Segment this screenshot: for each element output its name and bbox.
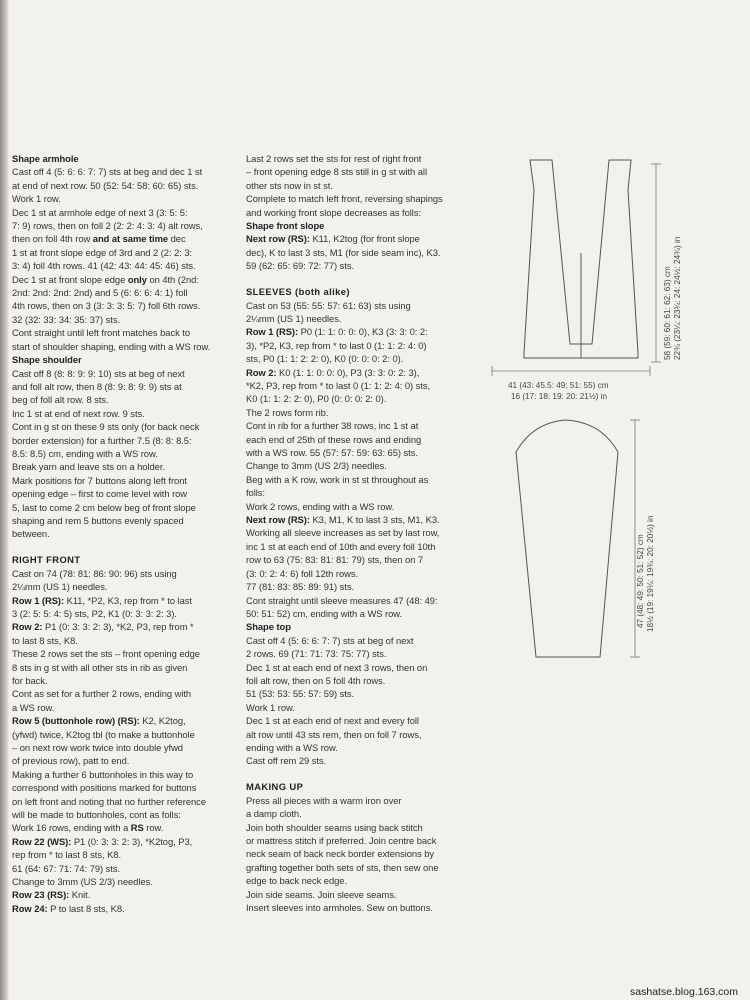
sleeve-outline (516, 420, 618, 657)
sleeve-next-row: Next row (RS): K3, M1, K to last 3 sts, M1, K3. Working all sleeve increases as set by last row, inc 1 st at each end of 10th and every foll 10th row to 63 (75: 83: 81: 81: 79) sts, then on 7 (3: 0: 2: 4: 6) foll 12th rows. 77 (81: 83: 85: 89: 91) sts. Cont straight until sleeve measures 47 (48: 49: 50: 51: 52) cm, ending with a WS row. (246, 514, 440, 619)
vest-width-cm: 41 (43: 45.5: 49: 51: 55) cm (508, 381, 609, 390)
shape-top-heading: Shape top (246, 621, 291, 633)
row-1-instruction: Row 1 (RS): K11, *P2, K3, rep from * to last 3 (2: 5: 5: 4: 5) sts, P2, K1 (0: 3: 3: 2: 3). (12, 594, 192, 619)
row-5-instruction: Row 5 (buttonhole row) (RS): K2, K2tog, (yfwd) twice, K2tog tbl (to make a buttonhole – on next row work twice into double yfwd of previous row), patt to end. Making a further 6 buttonholes in this way to correspond with positions marked for buttons on left front and noting that no further reference will be made to buttonholes, cont as folls: Work 16 rows, ending with a RS row. (12, 715, 206, 834)
shape-front-slope-heading: Shape front slope (246, 220, 325, 232)
vest-schematic-diagram (488, 148, 688, 408)
vest-height-in: 22¾ (23¼: 23¾: 24: 24½: 24¾) in (673, 236, 682, 360)
right-front-cast-on: Cast on 74 (78: 81: 86: 90: 96) sts using 2¼mm (US 1) needles. (12, 567, 177, 593)
book-spine-shadow (0, 0, 9, 1000)
left-column (12, 152, 242, 915)
sleeve-schematic-diagram (500, 410, 680, 670)
sleeves-cast-on: Cast on 53 (55: 55: 57: 61: 63) sts using 2¼mm (US 1) needles. (246, 299, 411, 324)
row-2-instruction: Row 2: P1 (0: 3: 3: 2: 3), *K2, P3, rep from * to last 8 sts, K8. (12, 621, 194, 646)
shape-shoulder-heading: Shape shoulder (12, 354, 82, 366)
making-up-heading: MAKING UP (246, 781, 304, 793)
sleeve-row-1: Row 1 (RS): P0 (1: 1: 0: 0: 0), K3 (3: 3: 0: 2: 3), *P2, K3, rep from * to last 0 (1: 1: 2: 4: 0) sts, P0 (1: 1: 2: 2: 0), K0 (0: 0: 0: 2: 0). (246, 326, 428, 365)
row-22-instruction: Row 22 (WS): P1 (0: 3: 3: 2: 3), *K2tog, P3, rep from * to last 8 sts, K8. 61 (64: 67: 71: 74: 79) sts. Change to 3mm (US 2/3) needles. (12, 835, 193, 888)
row-24-instruction: Row 24: P to last 8 sts, K8. (12, 902, 125, 914)
rows-set-text: These 2 rows set the sts – front opening edge 8 sts in g st with all other sts in rib as given for back. Cont as set for a further 2 rows, ending with a WS row. (12, 648, 200, 713)
vest-height-cm: 58 (59: 60: 61: 62: 63) cm (663, 266, 672, 360)
vest-width-in: 16 (17: 18: 19: 20: 21½) in (511, 392, 608, 401)
making-up-text: Press all pieces with a warm iron over a damp cloth. Join both shoulder seams using back stitch or mattress stitch if preferred. Join centre back neck seam of back neck border extensions by grafting together both sets of sts, then sew one edge to back neck edge. Join side seams. Join sleeve seams. Insert sleeves into armholes. Sew on buttons. (246, 794, 439, 913)
shape-shoulder-text: Cast off 8 (8: 8: 9: 9: 10) sts at beg of next and foll alt row, then 8 (8: 9: 8: 9: 9) sts at beg of foll alt row. 8 sts. Inc 1 st at end of next row. 9 sts. Cont in g st on these 9 sts only (for back neck border extension) for a further 7.5 (8: 8: 8.5: 8.5: 8.5) cm, ending with a WS row. Break yarn and leave sts on a holder. Mark positions for 7 buttons along left front opening edge – first to come level with row 5, last to come 2 cm below beg of front slope shaping and rem 5 buttons evenly spaced between. (12, 367, 200, 540)
sleeve-length-cm: 47 (48: 49: 50: 51: 52) cm (636, 534, 645, 628)
shape-armhole-text: Cast off 4 (5: 6: 6: 7: 7) sts at beg and dec 1 st at end of next row. 50 (52: 54: 58: 60: 65) sts. Work 1 row. Dec 1 st at armhole edge of next 3 (3: 5: 5: 7: 9) rows, then on foll 2 (2: 2: 4: 3: 4) alt rows, then on foll 4th row and at same time dec 1 st at front slope edge of 3rd and 2 (2: 2: 3: 3: 4) foll 4th rows. 41 (42: 43: 44: 45: 46) sts. Dec 1 st at front slope edge only on 4th (2nd: 2nd: 2nd: 2nd: 2nd) and 5 (6: 6: 6: 4: 1) foll 4th rows, then on 3 (3: 3: 3: 5: 7) foll 6th rows. 32 (32: 33: 34: 35: 37) sts. Cont straight until left front matches back to start of shoulder shaping, ending with a WS row. (12, 166, 211, 352)
shape-top-text: Cast off 4 (5: 6: 6: 7: 7) sts at beg of next 2 rows. 69 (71: 71: 73: 75: 77) sts. Dec 1 st at each end of next 3 rows, then on foll alt row, then on 5 foll 4th rows. 51 (53: 53: 55: 57: 59) sts. Work 1 row. Dec 1 st at each end of next and every foll alt row until 43 sts rem, then on foll 7 rows, ending with a WS row. Cast off rem 29 sts. (246, 634, 428, 767)
sleeve-row-2: Row 2: K0 (1: 1: 0: 0: 0), P3 (3: 3: 0: 2: 3), *K2, P3, rep from * to last 0 (1: 1: 2: 4: 0) sts, K0 (1: 1: 2: 2: 0), P0 (0: 0: 0: 2: 0). (246, 366, 431, 405)
right-column (246, 152, 472, 914)
right-front-intro: Last 2 rows set the sts for rest of right front – front opening edge 8 sts still in g st with all other sts now in st st. Complete to match left front, reversing shapings and working front slope decreases as folls: (246, 153, 443, 218)
right-front-heading: RIGHT FRONT (12, 554, 81, 566)
row-23-instruction: Row 23 (RS): Knit. (12, 889, 91, 901)
sleeve-length-in: 18½ (19: 19¼: 19¾: 20: 20½) in (646, 515, 655, 632)
sleeve-rib-text: The 2 rows form rib. Cont in rib for a further 38 rows, inc 1 st at each end of 25th of these rows and ending with a WS row. 55 (57: 57: 59: 63: 65) sts. Change to 3mm (US 2/3) needles. Beg with a K row, work in st st throughout as folls: Work 2 rows, ending with a WS row. (246, 406, 429, 512)
watermark: sashatse.blog.163.com (630, 986, 738, 998)
front-slope-next-row: Next row (RS): K11, K2tog (for front slope dec), K to last 3 sts, M1 (for side seam inc), K3. 59 (62: 65: 69: 72: 77) sts. (246, 233, 441, 272)
sleeves-heading: SLEEVES (both alike) (246, 286, 350, 298)
shape-armhole-heading: Shape armhole (12, 153, 79, 164)
